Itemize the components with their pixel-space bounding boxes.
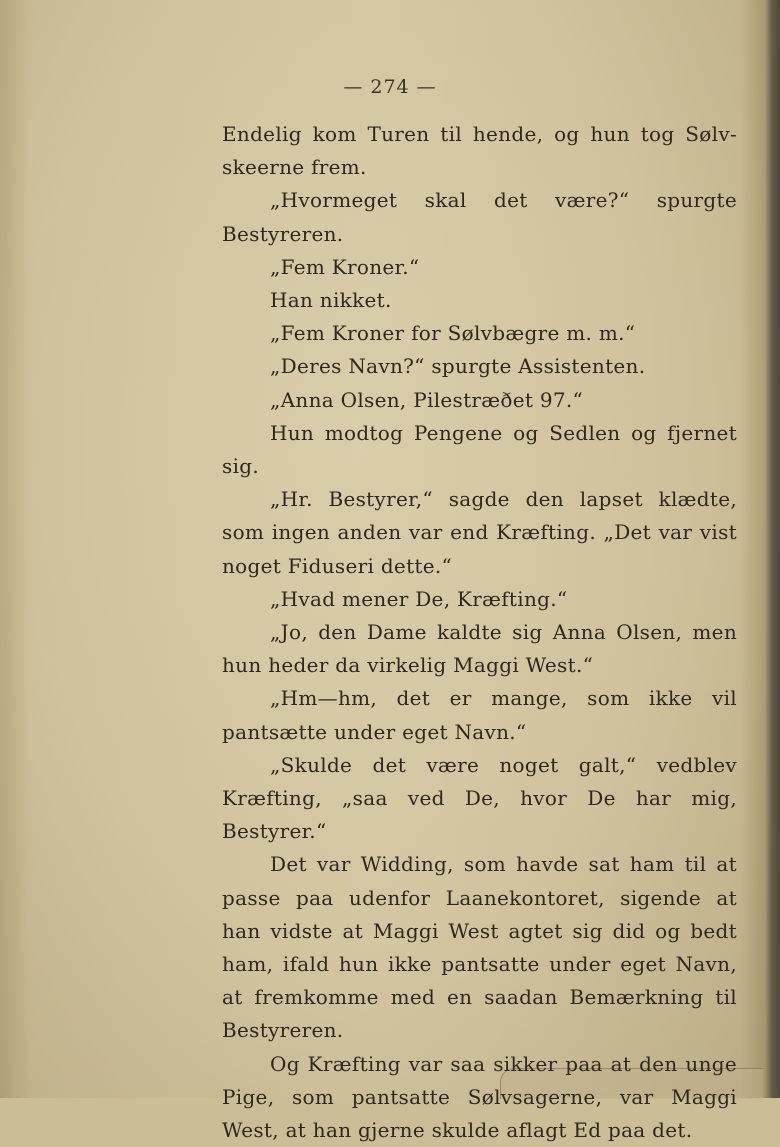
paragraph: „Fem Kroner for Sølvbægre m. m.“ [270, 321, 636, 346]
body-text [222, 118, 737, 1147]
paragraph: „Jo, den Dame kaldte sig Anna Olsen, men hun heder da virkelig Maggi West.“ [222, 620, 737, 678]
paragraph: „Deres Navn?“ spurgte Assistenten. [270, 354, 646, 379]
paragraph: „Hr. Bestyrer,“ sagde den lapset klædte, som ingen anden var end Kræfting. „Det var vist noget Fiduseri dette.“ [222, 487, 737, 578]
paragraph: Og Kræfting var saa sikker paa at den unge Pige, som pantsatte Sølvsagerne, var Maggi West, at han gjerne skulde aflagt Ed paa det. [222, 1051, 737, 1143]
paragraph: Det var Widding, som havde sat ham til at passe paa udenfor Laanekontoret, sigende at han vidste at Maggi West agtet sig did og bedt ham, ifald hun ikke pantsatte under eget Navn, at fremkomme med en saadan Bemærkning til Bestyreren. [222, 852, 737, 1043]
paragraph: „Hm—hm, det er mange, som ikke vil pantsætte under eget Navn.“ [222, 686, 737, 744]
paragraph: „Fem Kroner.“ [270, 254, 420, 279]
paragraph: „Anna Olsen, Pilestræðet 97.“ [270, 387, 584, 412]
paragraph: „Skulde det være noget galt,“ vedblev Kræfting, „saa ved De, hvor De har mig, Bestyrer.“ [222, 752, 737, 844]
paragraph: Hun modtog Pengene og Sedlen og fjernet sig. [222, 420, 737, 479]
paragraph: „Hvormeget skal det være?“ spurgte Bestyreren. [222, 188, 737, 246]
paragraph: „Hvad mener De, Kræfting.“ [270, 586, 568, 611]
page-number: — 274 — [343, 76, 437, 98]
paragraph: Endelig kom Turen til hende, og hun tog Sølv-skeerne frem. [222, 122, 737, 180]
paragraph: Han nikket. [270, 288, 392, 313]
